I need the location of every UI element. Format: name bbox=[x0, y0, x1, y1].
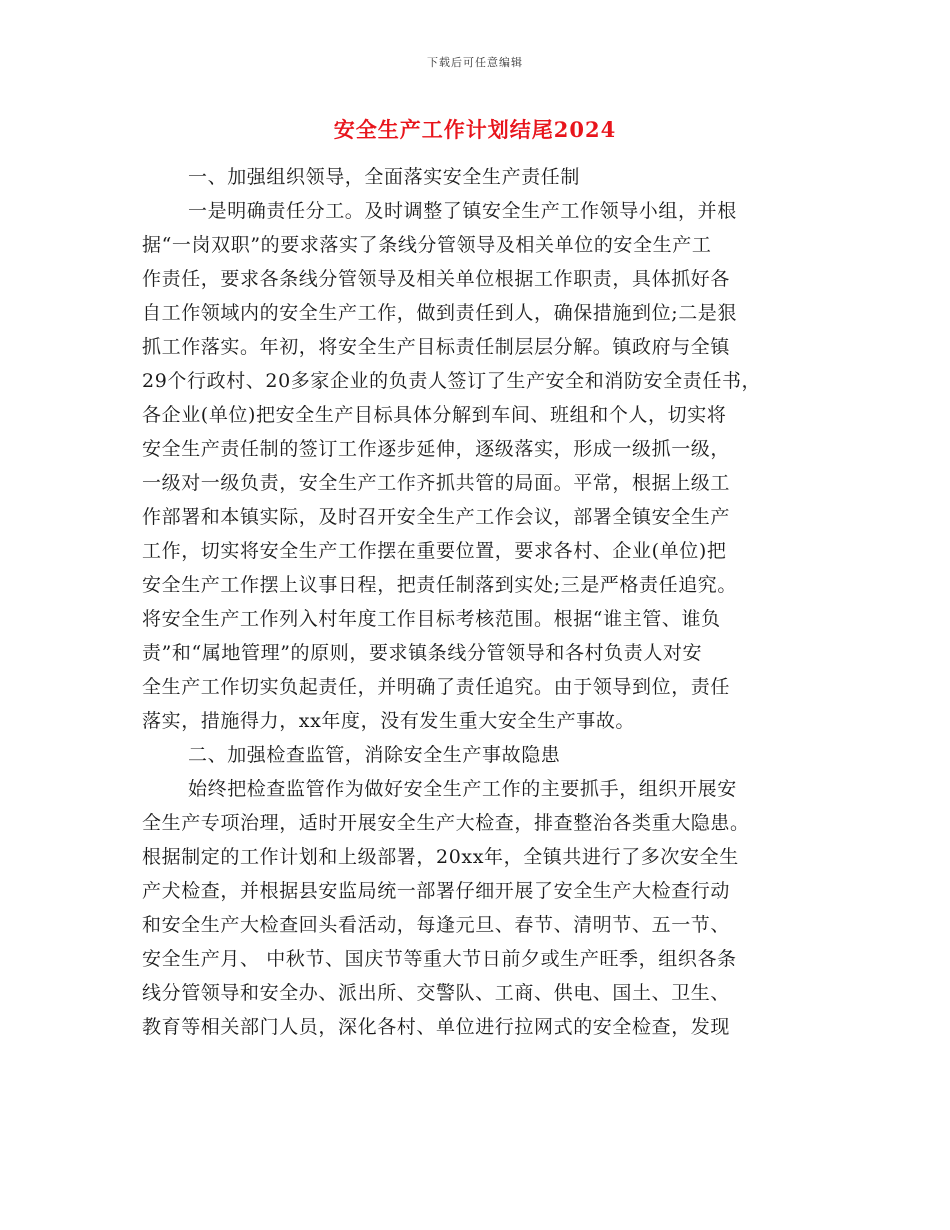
text-line: 全生产专项治理，适时开展安全生产大检查，排查整治各类重大隐患。 bbox=[142, 812, 750, 834]
header-note: 下载后可任意编辑 bbox=[427, 56, 523, 69]
text-line: 安全生产工作摆上议事日程，把责任制落到实处;三是严格责任追究。 bbox=[142, 574, 738, 596]
text-line: 自工作领域内的安全生产工作，做到责任到人，确保措施到位;二是狠 bbox=[142, 302, 738, 324]
text-line: 29个行政村、20多家企业的负责人签订了生产安全和消防安全责任书， bbox=[142, 370, 762, 392]
text-line: 线分管领导和安全办、派出所、交警队、工商、供电、国土、卫生、 bbox=[142, 982, 731, 1004]
document-title: 安全生产工作计划结尾2024 bbox=[333, 117, 617, 142]
text-line: 抓工作落实。年初，将安全生产目标责任制层层分解。镇政府与全镇 bbox=[142, 336, 731, 358]
text-line: 一是明确责任分工。及时调整了镇安全生产工作领导小组，并根 bbox=[188, 200, 737, 222]
text-line: 落实，措施得力，xx年度，没有发生重大安全生产事故。 bbox=[142, 710, 636, 732]
text-line: 始终把检查监管作为做好安全生产工作的主要抓手，组织开展安 bbox=[188, 778, 737, 800]
text-line: 据“一岗双职”的要求落实了条线分管领导及相关单位的安全生产工 bbox=[142, 234, 712, 256]
text-line: 产犬检查，并根据县安监局统一部署仔细开展了安全生产大检查行动 bbox=[142, 880, 731, 902]
text-line: 工作，切实将安全生产工作摆在重要位置，要求各村、企业(单位)把 bbox=[142, 540, 727, 562]
text-line: 各企业(单位)把安全生产目标具体分解到车间、班组和个人，切实将 bbox=[142, 404, 727, 426]
text-line: 根据制定的工作计划和上级部署，20xx年，全镇共进行了多次安全生 bbox=[142, 846, 739, 868]
text-line: 和安全生产大检查回头看活动，每逢元旦、春节、清明节、五一节、 bbox=[142, 914, 731, 936]
text-line: 二、加强检查监管，消除安全生产事故隐患 bbox=[188, 744, 561, 766]
text-line: 一级对一级负责，安全生产工作齐抓共管的局面。平常，根据上级工 bbox=[142, 472, 731, 494]
text-line: 作责任，要求各条线分管领导及相关单位根据工作职责，具体抓好各 bbox=[142, 268, 731, 290]
document-body bbox=[142, 160, 822, 1044]
text-line: 教育等相关部门人员，深化各村、单位进行拉网式的安全检查，发现 bbox=[142, 1016, 731, 1038]
text-line: 将安全生产工作列入村年度工作目标考核范围。根据“谁主管、谁负 bbox=[142, 608, 721, 630]
text-line: 全生产工作切实负起责任，并明确了责任追究。由于领导到位，责任 bbox=[142, 676, 731, 698]
text-line: 一、加强组织领导，全面落实安全生产责任制 bbox=[188, 166, 581, 188]
text-line: 责”和“属地管理”的原则，要求镇条线分管领导和各村负责人对安 bbox=[142, 642, 703, 664]
text-line: 作部署和本镇实际，及时召开安全生产工作会议，部署全镇安全生产 bbox=[142, 506, 731, 528]
text-line: 安全生产月、 中秋节、国庆节等重大节日前夕或生产旺季，组织各条 bbox=[142, 948, 737, 970]
text-line: 安全生产责任制的签订工作逐步延伸，逐级落实，形成一级抓一级， bbox=[142, 438, 731, 460]
